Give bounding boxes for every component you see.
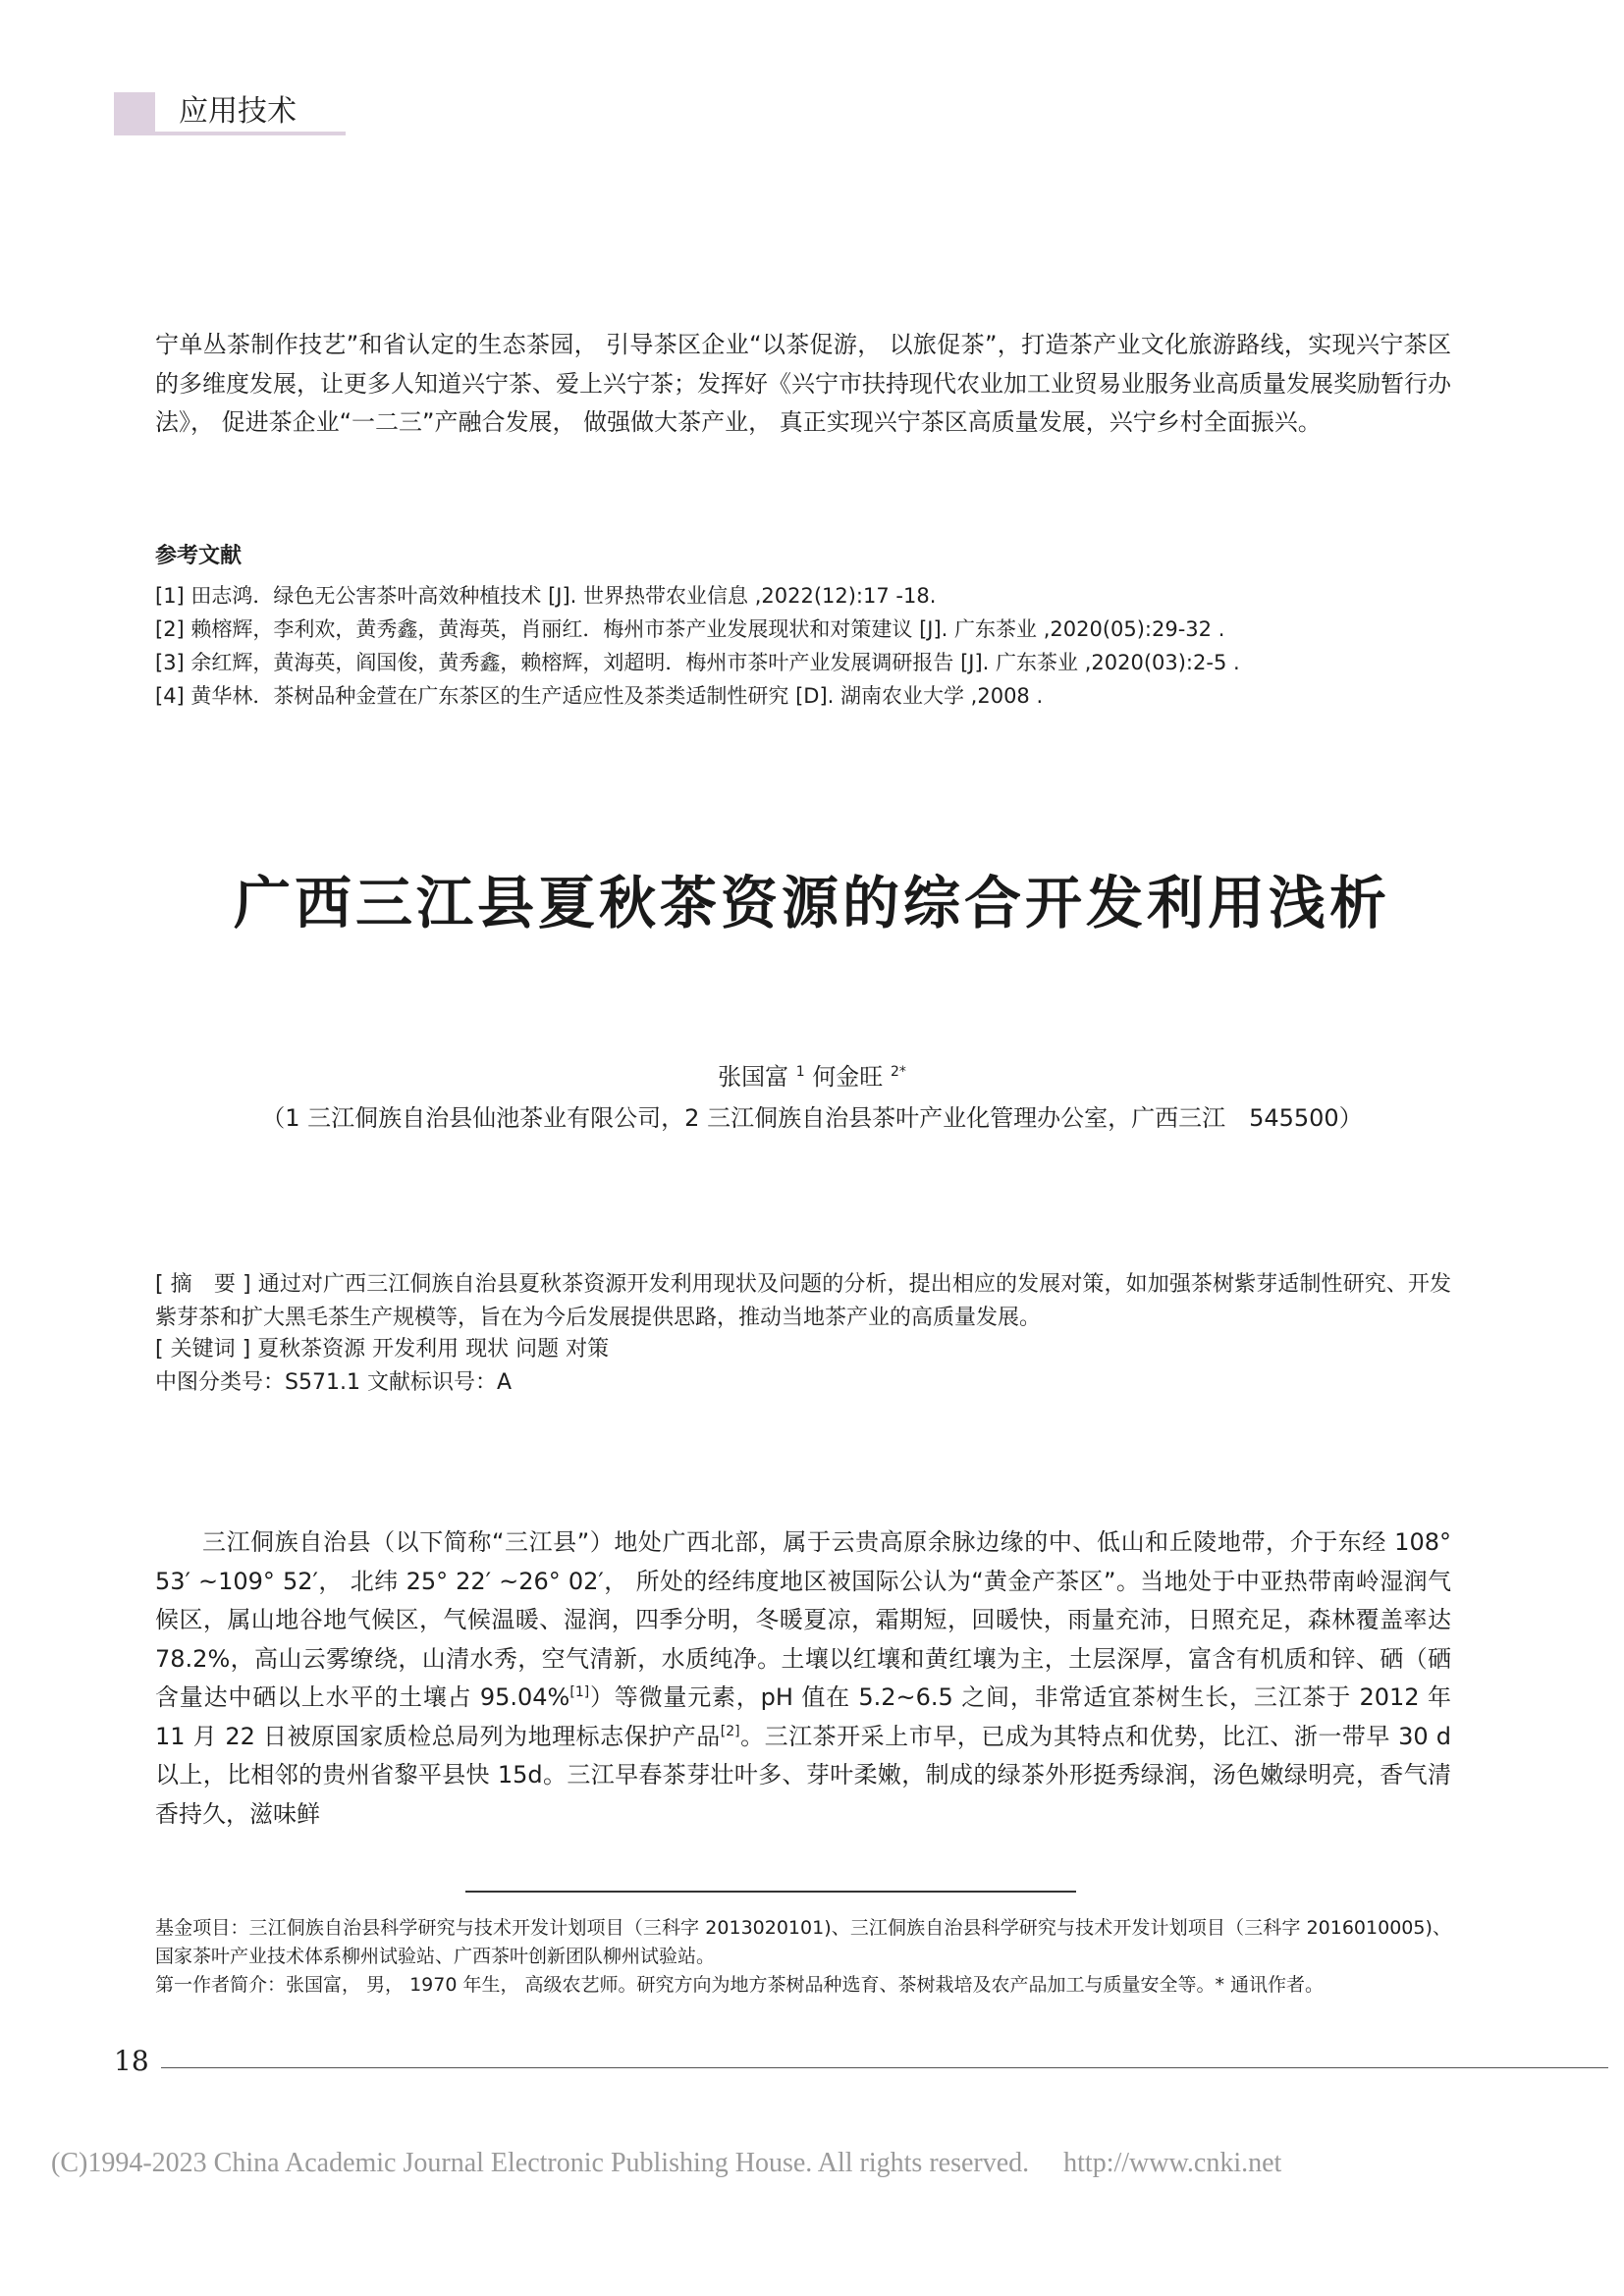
prev-article-paragraph: 宁单丛茶制作技艺”和省认定的生态茶园， 引导茶区企业“以茶促游， 以旅促茶”，打造茶产业文化旅游路线，实现兴宁茶区的多维度发展，让更多人知道兴宁茶、爱上兴宁茶；发挥好《兴宁市扶持现代农业加工业贸易业服务业高质量发展奖励暂行办法》， 促进茶企业“一二三”产融合发展， 做强做大茶产业， 真正实现兴宁茶区高质量发展，兴宁乡村全面振兴。 [155,331,1451,436]
reference-item: [4] 黄华林．茶树品种金萱在广东茶区的生产适应性及茶类适制性研究 [D]. 湖南农业大学 ,2008 . [155,684,1044,708]
footnote-funding: 基金项目：三江侗族自治县科学研究与技术开发计划项目（三科字 2013020101)、三江侗族自治县科学研究与技术开发计划项目（三科字 2016010005)、国家茶叶产业技术体系柳州试验站、广西茶叶创新团队柳州试验站。 [155,1917,1451,1967]
article-title: 广西三江县夏秋茶资源的综合开发利用浅析 [233,870,1390,936]
author-affil-mark: 1 [795,1064,805,1080]
authors [0,1060,1624,1094]
body-text: ）等微量元素，pH 值在 5.2~6.5 之间，非常适宜茶树生长，三江茶于 2012 年 11 月 22 日被原国家质检总局列为地理标志保护产品 [155,1683,1451,1750]
reference-item: [2] 赖榕辉，李利欢，黄秀鑫，黄海英，肖丽红．梅州市茶产业发展现状和对策建议 [J]. 广东茶业 ,2020(05):29-32 . [155,617,1225,641]
citation-link[interactable]: [2] [720,1723,740,1739]
page-number: 18 [114,2045,149,2077]
reference-item: [1] 田志鸿．绿色无公害茶叶高效种植技术 [J]. 世界热带农业信息 ,2022(12):17 -18. [155,584,937,608]
author-name: 张国富 [718,1063,789,1091]
reference-item: [3] 余红辉，黄海英，阎国俊，黄秀鑫，赖榕辉，刘超明．梅州市茶叶产业发展调研报告 [J]. 广东茶业 ,2020(03):2-5 . [155,651,1240,674]
keywords: [ 关键词 ] 夏秋茶资源 开发利用 现状 问题 对策 [155,1337,610,1362]
footnote-divider [465,1891,1076,1893]
copyright-notice: (C)1994-2023 China Academic Journal Electronic Publishing House. All rights reserved. http://www.cnki.net [51,2148,1282,2178]
affiliation: （1 三江侗族自治县仙池茶业有限公司，2 三江侗族自治县茶叶产业化管理办公室，广西三江 545500） [261,1104,1363,1132]
section-tag-label: 应用技术 [179,94,297,129]
footnote-author: 第一作者简介：张国富， 男， 1970 年生， 高级农艺师。研究方向为地方茶树品种选育、茶树栽培及农产品加工与质量安全等。* 通讯作者。 [155,1974,1325,1996]
author-affil-mark: 2* [890,1064,906,1080]
section-tag [114,92,346,135]
footer-rule [161,2067,1608,2068]
author-name: 何金旺 [812,1063,884,1091]
references-title: 参考文献 [155,544,243,568]
section-tag-block [114,92,155,135]
classification: 中图分类号：S571.1 文献标识号：A [155,1370,512,1395]
body-paragraph [155,1523,1451,1834]
body-text: 三江侗族自治县（以下简称“三江县”）地处广西北部，属于云贵高原余脉边缘的中、低山和丘陵地带，介于东经 108° 53′ ~109° 52′， 北纬 25° 22′ ~26° 02′， 所处的经纬度地区被国际公认为“黄金产茶区”。当地处于中亚热带南岭湿润气候区，属山地谷地气候区，气候温暖、湿润，四季分明，冬暖夏凉，霜期短，回暖快，雨量充沛，日照充足，森林覆盖率达 78.2%，高山云雾缭绕，山清水秀，空气清新，水质纯净。土壤以红壤和黄红壤为主，土层深厚，富含有机质和锌、硒（硒含量达中硒以上水平的土壤占 95.04% [155,1528,1451,1711]
footnotes [155,1914,1451,2000]
citation-link[interactable]: [1] [569,1684,590,1700]
references-list [155,579,1240,713]
body-text: 。三江茶开采上市早，已成为其特点和优势，比江、浙一带早 30 d 以上，比相邻的贵州省黎平县快 15d。三江早春茶芽壮叶多、芽叶柔嫩，制成的绿茶外形挺秀绿润，汤色嫩绿明亮，香气清香持久，滋味鲜 [155,1722,1451,1828]
abstract: [ 摘 要 ] 通过对广西三江侗族自治县夏秋茶资源开发利用现状及问题的分析，提出相应的发展对策，如加强茶树紫芽适制性研究、开发紫芽茶和扩大黑毛茶生产规模等，旨在为今后发展提供思路，推动当地茶产业的高质量发展。 [155,1272,1451,1330]
section-tag-underline [114,132,346,135]
